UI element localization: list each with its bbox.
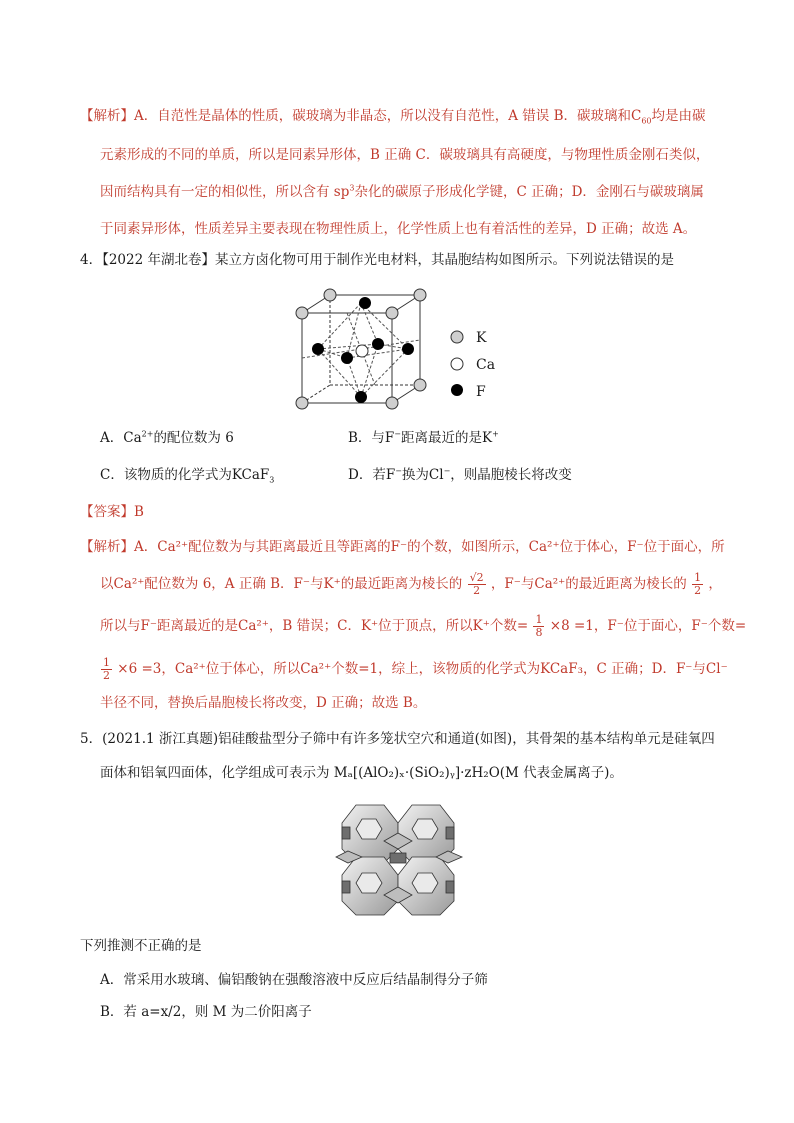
analysis-tag: 【解析】 [80, 108, 134, 124]
k-atom [414, 289, 426, 301]
k-atom [414, 379, 426, 391]
q5-option-b: B．若 a=x/2，则 M 为二价阳离子 [100, 1004, 312, 1020]
f-atom [312, 343, 324, 355]
f-atom [341, 352, 353, 364]
crystal-cell-figure [290, 285, 520, 415]
q4-analysis-line2: 以Ca²⁺配位数为 6，A 正确 B．F⁻与K⁺的最近距离为棱长的 $\frac{√2}{2}$ ，F⁻与Ca²⁺的最近距离为棱长的 $\frac{1}{2}$ ， [100, 571, 722, 597]
q4-option-d: D．若F−换为Cl−，则晶胞棱长将改变 [348, 466, 572, 483]
legend-k: K [476, 330, 487, 346]
q4-option-c: C．该物质的化学式为KCaF$_3$ [100, 467, 275, 485]
analysis3-line3: 因而结构具有一定的相似性，所以含有 $sp^3$杂化的碳原子形成化学键，C 正确；D．金刚石与碳玻璃属 [100, 183, 704, 200]
f-atom [359, 297, 371, 309]
analysis3-line4: 于同素异形体，性质差异主要表现在物理性质上，化学性质上也有着活性的差异，D 正确；故选 A。 [100, 221, 697, 237]
q4-option-b: B．与F−距离最近的是K+ [348, 429, 499, 446]
k-atom [296, 397, 308, 409]
q5-prompt: 下列推测不正确的是 [80, 938, 202, 954]
q4-analysis-line5: 半径不同，替换后晶胞棱长将改变，D 正确；故选 B。 [100, 695, 427, 711]
analysis3-line2: 元素形成的不同的单质，所以是同素异形体，B 正确 C．碳玻璃具有高硬度，与物理性质金刚石类似， [100, 147, 710, 163]
q4-stem: 4．【2022 年湖北卷】某立方卤化物可用于制作光电材料，其晶胞结构如图所示。下列说法错误的是 [80, 252, 674, 268]
legend-ca: Ca [476, 357, 496, 373]
k-atom [386, 397, 398, 409]
q4-analysis-line3: 所以与F⁻距离最近的是Ca²⁺，B 错误；C．K⁺位于顶点，所以K⁺个数= $\frac{1}{8}$ ×8 =1，F⁻位于面心，F⁻个数= [100, 613, 747, 639]
q5-option-a: A．常采用水玻璃、偏铝酸钠在强酸溶液中反应后结晶制得分子筛 [100, 972, 488, 988]
molecular-sieve-figure [328, 797, 468, 921]
q5-stem-line1: 5．(2021.1 浙江真题)铝硅酸盐型分子筛中有许多笼状空穴和通道(如图)，其骨架的基本结构单元是硅氧四 [80, 731, 715, 747]
k-atom [386, 307, 398, 319]
q4-analysis-line4: $\frac{1}{2}$ ×6 =3，Ca²⁺位于体心，所以Ca²⁺个数=1，综上，该物质的化学式为KCaF₃，C 正确；D．F⁻与Cl⁻ [103, 656, 728, 682]
f-atom [402, 343, 414, 355]
legend-f: F [476, 384, 486, 400]
analysis3-line1: 【解析】A．自范性是晶体的性质，碳玻璃为非晶态，所以没有自范性，A 错误 B．碳玻璃和$C_{60}$均是由碳 [80, 108, 706, 126]
q4-analysis-line1: 【解析】A．Ca²⁺配位数为与其距离最近且等距离的F⁻的个数，如图所示，Ca²⁺位于体心，F⁻位于面心，所 [80, 539, 725, 555]
q4-answer: 【答案】B [80, 504, 144, 520]
f-atom [355, 391, 367, 403]
k-atom [324, 289, 336, 301]
q4-option-a: A．$Ca^{2+}$的配位数为 6 [100, 429, 234, 446]
f-atom [372, 338, 384, 350]
ca-atom [356, 345, 368, 357]
q5-stem-line2: 面体和铝氧四面体，化学组成可表示为 Mₐ[(AlO₂)ₓ·(SiO₂)ᵧ]·zH₂O(M 代表金属离子)。 [100, 765, 623, 781]
k-atom [296, 307, 308, 319]
